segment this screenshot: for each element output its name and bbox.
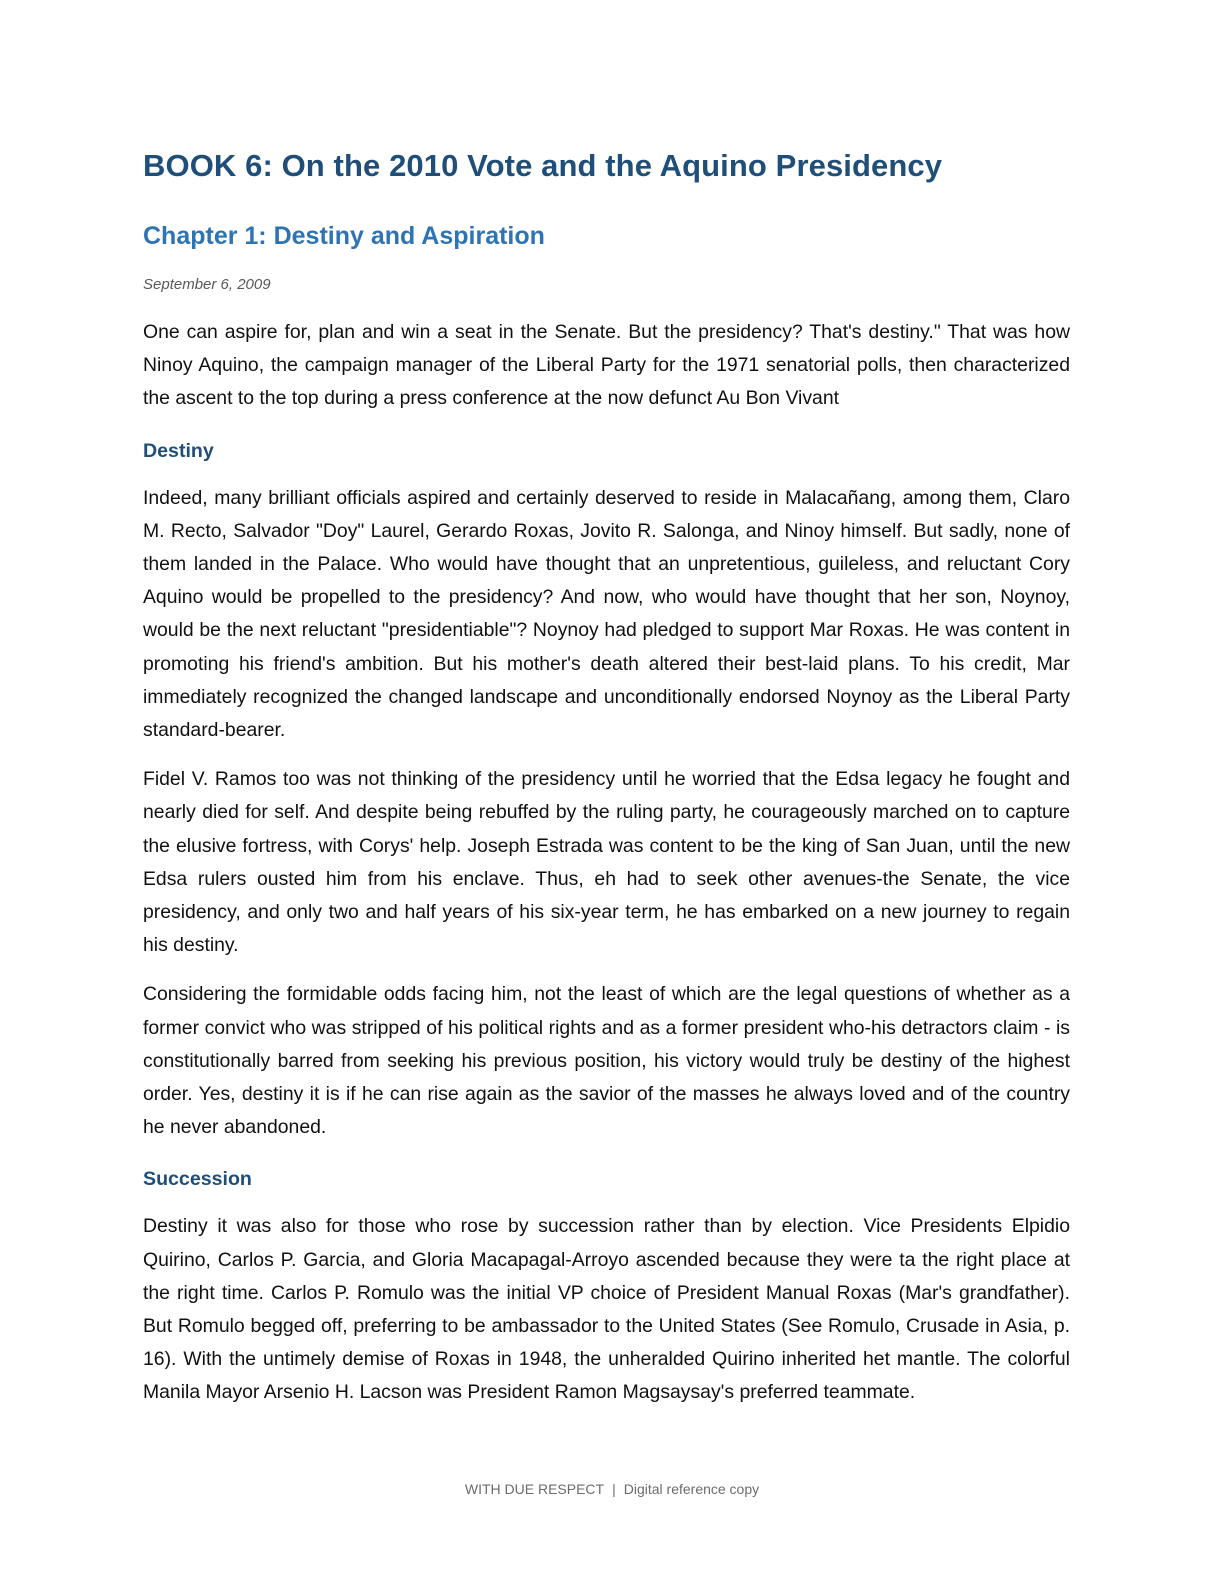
book-title: BOOK 6: On the 2010 Vote and the Aquino Presidency xyxy=(143,148,943,183)
page-content xyxy=(143,140,1070,1410)
footer-note: Digital reference copy xyxy=(623,1481,760,1497)
intro-paragraph: One can aspire for, plan and win a seat in the Senate. But the presidency? That's destiny." That was how Ninoy Aquino, the campaign manager of the Liberal Party for the 1971 senatorial polls, then characterized the ascent to the top during a press conference at the now defunct Au Bon Vivant xyxy=(143,321,1070,410)
chapter-title: Chapter 1: Destiny and Aspiration xyxy=(143,222,545,250)
paragraph-destiny-2: Fidel V. Ramos too was not thinking of the presidency until he worried that the Edsa legacy he fought and nearly died for self. And despite being rebuffed by the ruling party, he courageously marched on to capture the elusive fortress, with Corys' help. Joseph Estrada was content to be the king of San Juan, until the new Edsa rulers ousted him from his enclave. Thus, eh had to seek other avenues-the Senate, the vice presidency, and only two and half years of his six-year term, he has embarked on a new journey to regain his destiny. xyxy=(143,768,1070,957)
footer-title: WITH DUE RESPECT xyxy=(464,1481,605,1497)
paragraph-succession-1: Destiny it was also for those who rose by succession rather than by election. Vice Presidents Elpidio Quirino, Carlos P. Garcia, and Gloria Macapagal-Arroyo ascended because they were ta the right place at the right time. Carlos P. Romulo was the initial VP choice of President Manual Roxas (Mar's grandfather). But Romulo begged off, preferring to be ambassador to the United States (See Romulo, Crusade in Asia, p. 16). With the untimely demise of Roxas in 1948, the unheralded Quirino inherited het mantle. The colorful Manila Mayor Arsenio H. Lacson was President Ramon Magsaysay's preferred teammate. xyxy=(143,1215,1070,1404)
article-date: September 6, 2009 xyxy=(143,276,271,293)
paragraph-destiny-1: Indeed, many brilliant officials aspired and certainly deserved to reside in Malacañang, among them, Claro M. Recto, Salvador "Doy" Laurel, Gerardo Roxas, Jovito R. Salonga, and Ninoy himself. But sadly, none of them landed in the Palace. Who would have thought that an unpretentious, guileless, and reluctant Cory Aquino would be propelled to the presidency? And now, who would have thought that her son, Noynoy, would be the next reluctant "presidentiable"? Noynoy had pledged to support Mar Roxas. He was content in promoting his friend's ambition. But his mother's death altered their best-laid plans. To his credit, Mar immediately recognized the changed landscape and unconditionally endorsed Noynoy as the Liberal Party standard-bearer. xyxy=(143,486,1070,742)
section-heading-succession: Succession xyxy=(143,1168,252,1191)
paragraph-destiny-3: Considering the formidable odds facing him, not the least of which are the legal questions of whether as a former convict who was stripped of his political rights and as a former president who-his detractors claim - is constitutionally barred from seeking his previous position, his victory would truly be destiny of the highest order. Yes, destiny it is if he can rise again as the savior of the masses he always loved and of the country he never abandoned. xyxy=(143,983,1070,1139)
footer-separator: | xyxy=(612,1481,616,1497)
page-footer xyxy=(0,1479,1224,1499)
section-heading-destiny: Destiny xyxy=(143,439,214,462)
